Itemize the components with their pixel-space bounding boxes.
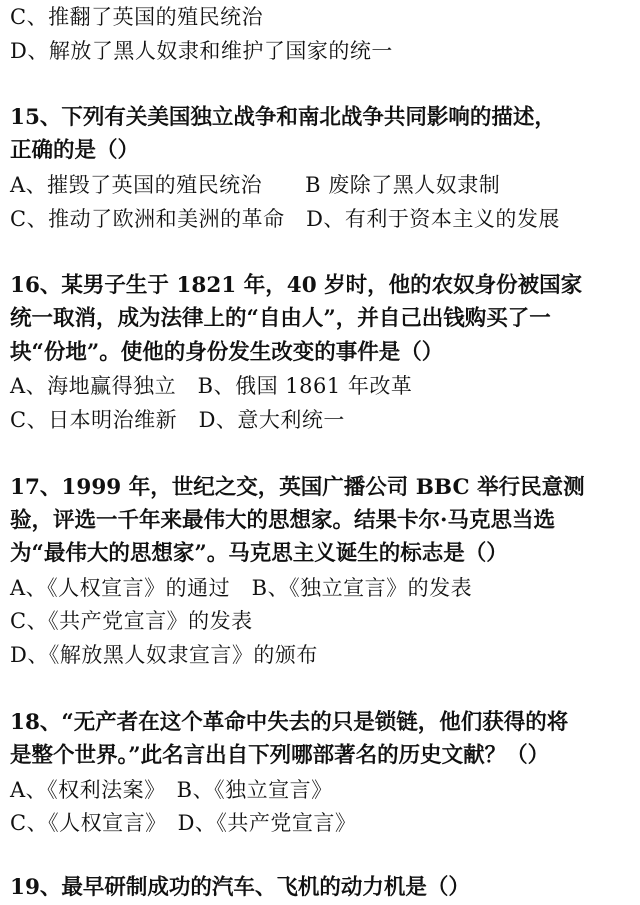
q17-stem-line-3: 为“最伟大的思想家”。马克思主义诞生的标志是（） bbox=[10, 541, 508, 566]
q15-options-ab: A、摧毁了英国的殖民统治 B 废除了黑人奴隶制 bbox=[10, 173, 501, 197]
q18-options-ab: A、《权利法案》 B、《独立宣言》 bbox=[10, 778, 333, 802]
q17-options-ab: A、《人权宣言》的通过 B、《独立宣言》的发表 bbox=[10, 576, 473, 600]
q18-options-cd: C、《人权宣言》 D、《共产党宣言》 bbox=[10, 811, 357, 835]
q17-stem-line-1: 17、1999 年，世纪之交，英国广播公司 BBC 举行民意测 bbox=[10, 475, 585, 500]
q17-option-c: C、《共产党宣言》的发表 bbox=[10, 609, 253, 633]
q16-stem-line-1: 16、某男子生于 1821 年，40 岁时，他的农奴身份被国家 bbox=[10, 273, 583, 298]
q17-option-d: D、《解放黑人奴隶宣言》的颁布 bbox=[10, 643, 318, 667]
q16-stem-line-2: 统一取消，成为法律上的“自由人”，并自己出钱购买了一 bbox=[10, 306, 551, 331]
q16-options-ab: A、海地赢得独立 B、俄国 1861 年改革 bbox=[10, 374, 413, 398]
q14-option-d: D、解放了黑人奴隶和维护了国家的统一 bbox=[10, 39, 393, 63]
q19-stem-line-1: 19、最早研制成功的汽车、飞机的动力机是（） bbox=[10, 875, 470, 900]
q15-options-cd: C、推动了欧洲和美洲的革命 D、有利于资本主义的发展 bbox=[10, 207, 560, 231]
q18-stem-line-1: 18、“无产者在这个革命中失去的只是锁链，他们获得的将 bbox=[10, 710, 569, 735]
q16-options-cd: C、日本明治维新 D、意大利统一 bbox=[10, 408, 345, 432]
q17-stem-line-2: 验，评选一千年来最伟大的思想家。结果卡尔·马克思当选 bbox=[10, 508, 555, 533]
q16-stem-line-3: 块“份地”。使他的身份发生改变的事件是（） bbox=[10, 340, 444, 365]
q18-stem-line-2: 是整个世界。”此名言出自下列哪部著名的历史文献？（） bbox=[10, 743, 550, 768]
q15-stem-line-2: 正确的是（） bbox=[10, 138, 140, 163]
q15-stem-line-1: 15、下列有关美国独立战争和南北战争共同影响的描述， bbox=[10, 105, 556, 130]
q14-option-c: C、推翻了英国的殖民统治 bbox=[10, 5, 264, 29]
